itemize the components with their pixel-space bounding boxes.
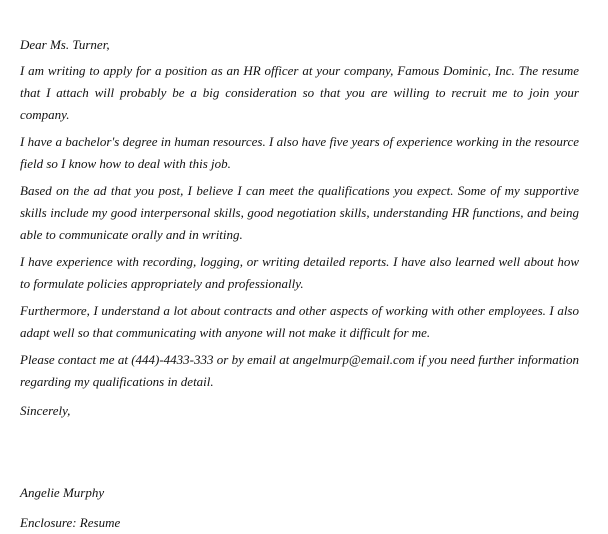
signature-space — [20, 422, 579, 482]
cover-letter — [20, 34, 579, 534]
paragraph-education: I have a bachelor's degree in human resources. I also have five years of experience working in the resource field so I know how to deal with this job. — [20, 134, 579, 171]
paragraph-contact: Please contact me at (444)-4433-333 or by email at angelmurp@email.com if you need further information regarding my qualifications in detail. — [20, 352, 579, 389]
closing: Sincerely, — [20, 403, 71, 418]
paragraph-qualifications: Based on the ad that you post, I believe I can meet the qualifications you expect. Some of my supportive skills include my good interpersonal skills, good negotiation skills, understanding HR functions, and being able to communicate orally and in writing. — [20, 183, 579, 242]
signature-name: Angelie Murphy — [20, 485, 105, 500]
enclosure-line: Enclosure: Resume — [20, 515, 121, 530]
paragraph-intro: I am writing to apply for a position as an HR officer at your company, Famous Dominic, Inc. The resume that I attach will probably be a big consideration so that you are willing to recruit me to join your company. — [20, 63, 579, 122]
paragraph-adaptability: Furthermore, I understand a lot about contracts and other aspects of working with other employees. I also adapt well so that communicating with anyone will not make it difficult for me. — [20, 303, 579, 340]
salutation: Dear Ms. Turner, — [20, 37, 110, 52]
paragraph-experience: I have experience with recording, logging, or writing detailed reports. I have also learned well about how to formulate policies appropriately and professionally. — [20, 254, 579, 291]
